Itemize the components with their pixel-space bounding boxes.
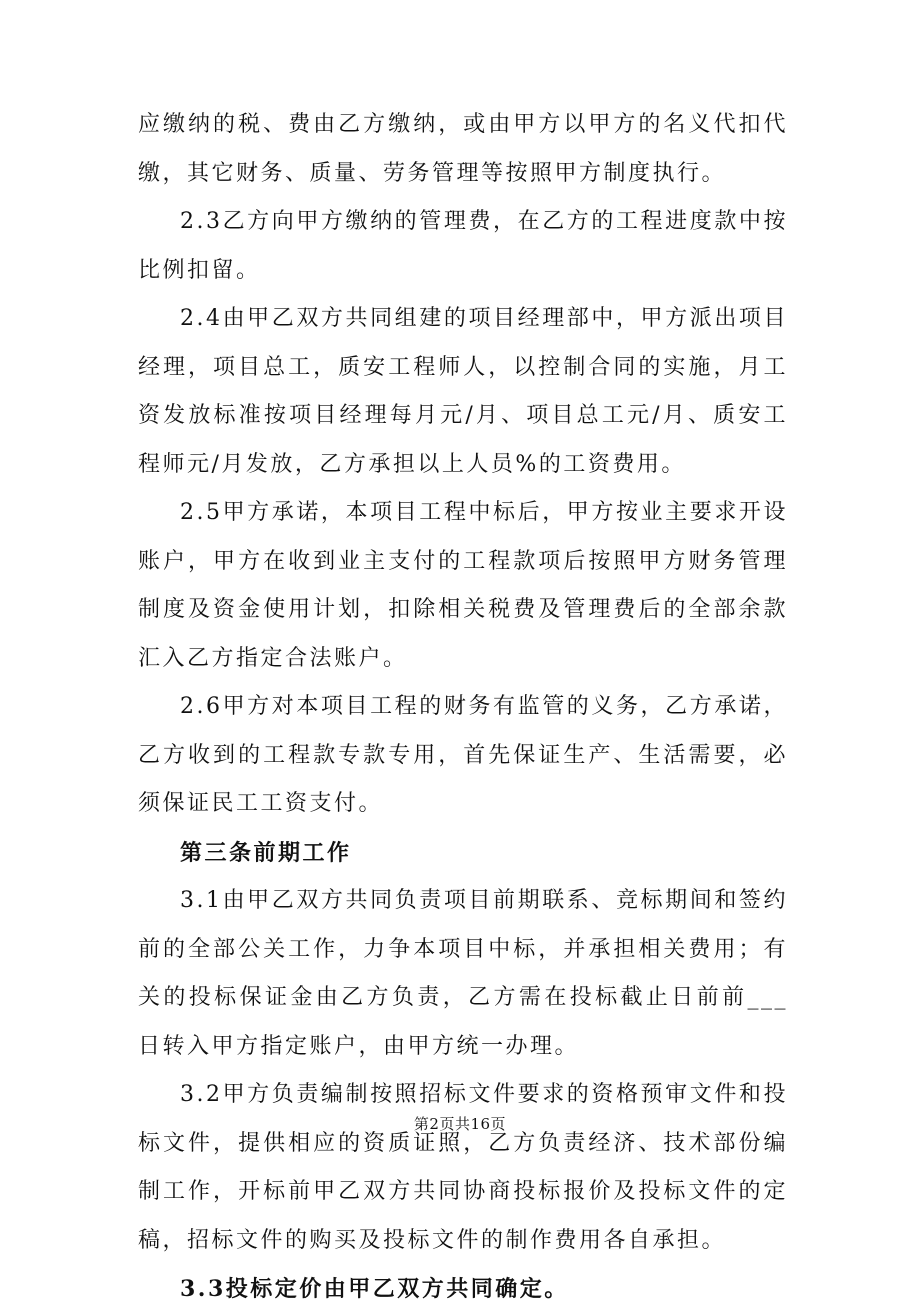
paragraph-2-6: 2.6甲方对本项目工程的财务有监管的义务，乙方承诺，乙方收到的工程款专款专用，首先保证生产、生活需要，必须保证民工工资支付。 (138, 694, 788, 816)
paragraph-3-1: 3.1由甲乙双方共同负责项目前期联系、竞标期间和签约前的全部公关工作，力争本项目中标，并承担相关费用；有关的投标保证金由乙方负责，乙方需在投标截止日前前___日转入甲方指定账户，由甲方统一办理。 (138, 888, 788, 1059)
paragraph-3-3: 3.3投标定价由甲乙双方共同确定。 (180, 1276, 569, 1302)
paragraph-2-4: 2.4由甲乙双方共同组建的项目经理部中，甲方派出项目经理，项目总工，质安工程师人，以控制合同的实施，月工资发放标准按项目经理每月元/月、项目总工元/月、质安工程师元/月发放，乙方承担以上人员%的工资费用。 (138, 306, 788, 477)
page-number-footer: 第2页共16页 (413, 1115, 507, 1133)
section-heading: 第三条前期工作 (180, 839, 352, 866)
paragraph-2-5: 2.5甲方承诺，本项目工程中标后，甲方按业主要求开设账户，甲方在收到业主支付的工程款项后按照甲方财务管理制度及资金使用计划，扣除相关税费及管理费后的全部余款汇入乙方指定合法账户。 (138, 500, 788, 671)
paragraph-continuation: 应缴纳的税、费由乙方缴纳，或由甲方以甲方的名义代扣代缴，其它财务、质量、劳务管理等按照甲方制度执行。 (138, 112, 788, 186)
paragraph-3-2: 3.2甲方负责编制按照招标文件要求的资格预审文件和投标文件，提供相应的资质证照，乙方负责经济、技术部份编制工作，开标前甲乙双方共同协商投标报价及投标文件的定稿，招标文件的购买及投标文件的制作费用各自承担。 (138, 1082, 788, 1253)
paragraph-2-3: 2.3乙方向甲方缴纳的管理费，在乙方的工程进度款中按比例扣留。 (138, 209, 788, 283)
